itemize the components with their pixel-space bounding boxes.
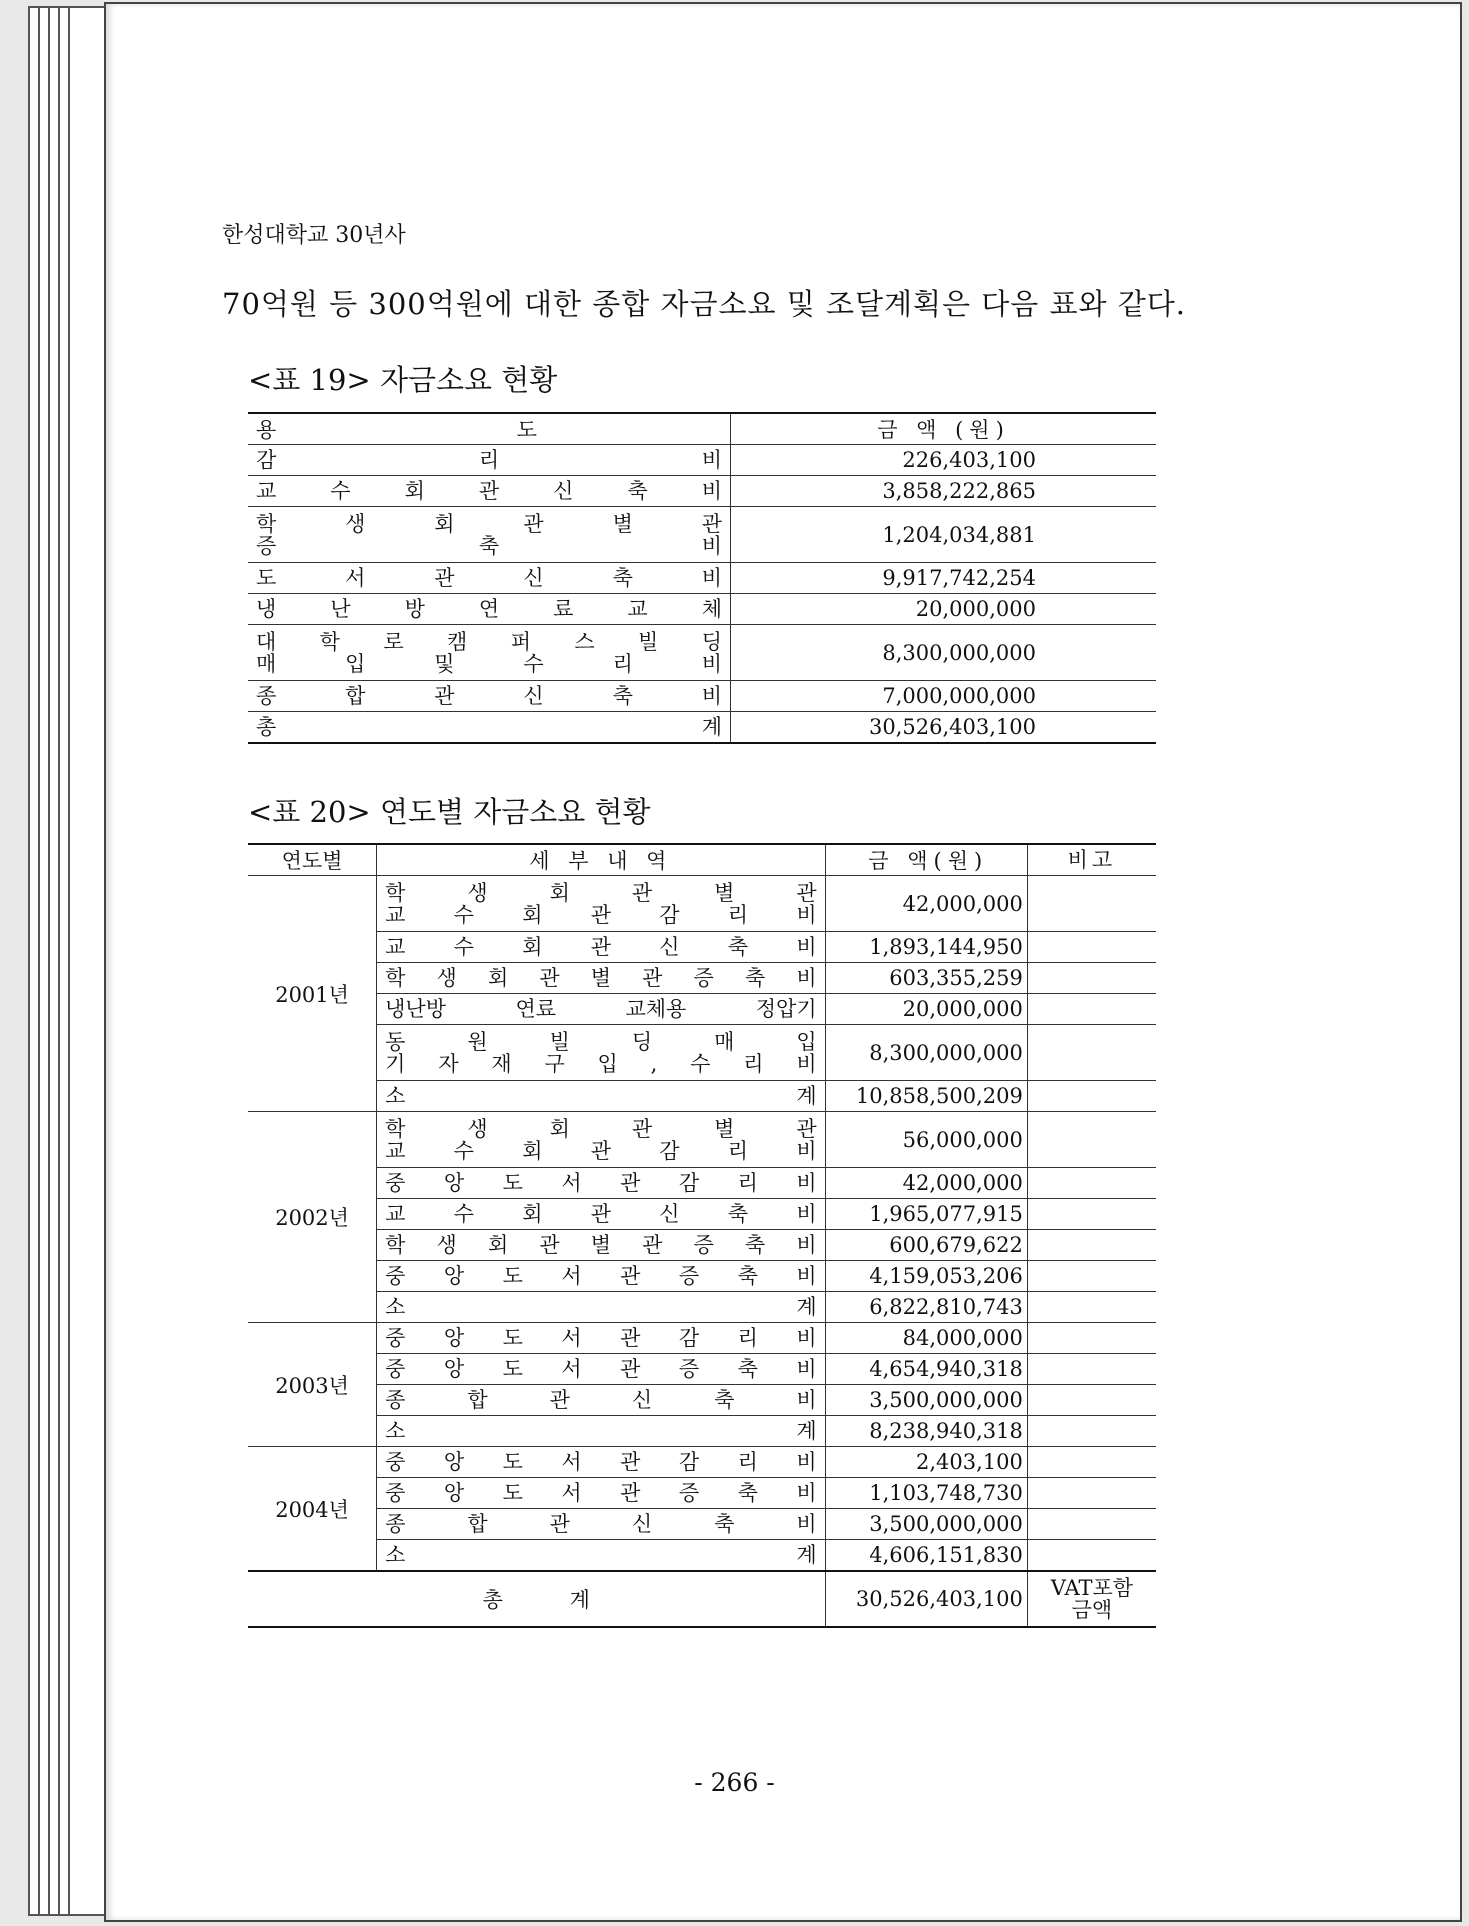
note-cell [1027, 1081, 1156, 1112]
item-cell [377, 1540, 825, 1572]
note-cell [1027, 1292, 1156, 1323]
item-cell [377, 1025, 825, 1081]
amount-cell: 226,403,100 [731, 445, 1157, 476]
item-cell [377, 1112, 825, 1168]
total-amount: 30,526,403,100 [825, 1571, 1027, 1627]
cell-text-line: 매 입 및 수 리 비 [256, 651, 722, 676]
amount-cell: 6,822,810,743 [825, 1292, 1027, 1323]
use-cell [248, 445, 731, 476]
amount-cell: 8,300,000,000 [825, 1025, 1027, 1081]
col-use-header: 용 도 [248, 413, 731, 445]
amount-cell: 603,355,259 [825, 963, 1027, 994]
cell-text-line: 증 축 비 [256, 533, 722, 558]
note-cell [1027, 1261, 1156, 1292]
item-cell [377, 1230, 825, 1261]
table-row [248, 1230, 1156, 1261]
note-cell [1027, 1112, 1156, 1168]
cell-text-line: 중 앙 도 서 관 감 리 비 [385, 1326, 817, 1350]
item-cell [377, 1509, 825, 1540]
table-row [248, 594, 1156, 625]
year-cell: 2003년 [248, 1323, 377, 1447]
note-cell [1027, 1540, 1156, 1572]
note-cell [1027, 1385, 1156, 1416]
amount-cell: 1,893,144,950 [825, 932, 1027, 963]
cell-text-line: 종 합 관 신 축 비 [385, 1512, 817, 1536]
note-cell [1027, 994, 1156, 1025]
year-cell: 2004년 [248, 1447, 377, 1572]
use-cell [248, 625, 731, 681]
note-cell [1027, 1199, 1156, 1230]
cell-text-line: 학 생 회 관 별 관 [256, 511, 722, 536]
cell-text-line: 중 앙 도 서 관 감 리 비 [385, 1171, 817, 1195]
table-row [248, 563, 1156, 594]
cell-text-line: 교 수 회 관 감 리 비 [385, 902, 817, 927]
note-cell [1027, 1447, 1156, 1478]
cell-text-line: 동 원 빌 딩 매 입 [385, 1029, 817, 1054]
table-row [248, 1354, 1156, 1385]
note-line: VAT포함 [1050, 1576, 1134, 1600]
amount-cell: 1,103,748,730 [825, 1478, 1027, 1509]
amount-cell: 4,159,053,206 [825, 1261, 1027, 1292]
amount-cell: 7,000,000,000 [731, 681, 1157, 712]
cell-text-line: 중 앙 도 서 관 증 축 비 [385, 1264, 817, 1288]
cell-text-line: 소 계 [385, 1295, 817, 1319]
table-row [248, 963, 1156, 994]
cell-text-line: 종 합 관 신 축 비 [385, 1388, 817, 1412]
table-row [248, 1261, 1156, 1292]
item-cell [377, 1081, 825, 1112]
total-label: 총 계 [248, 1571, 825, 1627]
item-cell [377, 1323, 825, 1354]
year-cell: 2001년 [248, 876, 377, 1112]
amount-cell: 8,300,000,000 [731, 625, 1157, 681]
table-row [248, 625, 1156, 681]
table-row [248, 1509, 1156, 1540]
use-cell [248, 476, 731, 507]
amount-cell: 42,000,000 [825, 1168, 1027, 1199]
col-note-header: 비고 [1027, 844, 1156, 876]
intro-paragraph: 70억원 등 300억원에 대한 종합 자금소요 및 조달계획은 다음 표와 같다. [222, 287, 1187, 321]
amount-cell: 1,965,077,915 [825, 1199, 1027, 1230]
note-cell [1027, 1025, 1156, 1081]
item-cell [377, 1168, 825, 1199]
item-cell [377, 1292, 825, 1323]
total-note [1027, 1571, 1156, 1627]
amount-cell: 3,500,000,000 [825, 1385, 1027, 1416]
cell-text-line: 중 앙 도 서 관 증 축 비 [385, 1357, 817, 1381]
amount-cell: 84,000,000 [825, 1323, 1027, 1354]
cell-text-line: 교 수 회 관 신 축 비 [385, 935, 817, 959]
amount-cell: 9,917,742,254 [731, 563, 1157, 594]
item-cell [377, 1478, 825, 1509]
amount-cell: 4,654,940,318 [825, 1354, 1027, 1385]
table-row [248, 994, 1156, 1025]
total-row [248, 1571, 1156, 1627]
cell-text-line: 교 수 회 관 감 리 비 [385, 1138, 817, 1163]
table-row [248, 1292, 1156, 1323]
note-cell [1027, 1354, 1156, 1385]
cell-text-line: 소 계 [385, 1084, 817, 1108]
cell-text-line: 학 생 회 관 별 관 [385, 1116, 817, 1141]
note-cell [1027, 1168, 1156, 1199]
table-row [248, 1081, 1156, 1112]
table-20-caption: <표 20> 연도별 자금소요 현황 [248, 795, 651, 829]
cell-text-line: 중 앙 도 서 관 증 축 비 [385, 1481, 817, 1505]
cell-text-line: 학 생 회 관 별 관 증 축 비 [385, 966, 817, 990]
table-20 [248, 843, 1156, 1628]
item-cell [377, 1261, 825, 1292]
cell-text-line: 기 자 재 구 입 , 수 리 비 [385, 1051, 817, 1076]
use-cell [248, 507, 731, 563]
table-row [248, 1199, 1156, 1230]
note-cell [1027, 1323, 1156, 1354]
table-row [248, 1385, 1156, 1416]
item-cell [377, 932, 825, 963]
table-row [248, 712, 1156, 744]
running-header: 한성대학교 30년사 [222, 223, 406, 248]
page-number: - 266 - [694, 1768, 775, 1797]
amount-cell: 42,000,000 [825, 876, 1027, 932]
use-cell [248, 712, 731, 744]
table-row [248, 476, 1156, 507]
item-cell [377, 1447, 825, 1478]
use-cell [248, 681, 731, 712]
cell-text-line: 중 앙 도 서 관 감 리 비 [385, 1450, 817, 1474]
table-row [248, 681, 1156, 712]
cell-text-line: 교 수 회 관 신 축 비 [385, 1202, 817, 1226]
cell-text-line: 감 리 비 [256, 448, 722, 472]
amount-cell: 1,204,034,881 [731, 507, 1157, 563]
cell-text-line: 소 계 [385, 1543, 817, 1567]
item-cell [377, 963, 825, 994]
amount-cell: 20,000,000 [825, 994, 1027, 1025]
amount-cell: 2,403,100 [825, 1447, 1027, 1478]
amount-cell: 10,858,500,209 [825, 1081, 1027, 1112]
table-row [248, 445, 1156, 476]
cell-text-line: 학 생 회 관 별 관 증 축 비 [385, 1233, 817, 1257]
table-row [248, 876, 1156, 932]
cell-text-line: 소 계 [385, 1419, 817, 1443]
cell-text-line: 종 합 관 신 축 비 [256, 684, 722, 708]
table-row [248, 1540, 1156, 1572]
table-row [248, 932, 1156, 963]
note-cell [1027, 932, 1156, 963]
col-amount-header: 금 액(원) [825, 844, 1027, 876]
book-page-edges [28, 6, 108, 1916]
col-item-header: 세 부 내 역 [377, 844, 825, 876]
table-row [248, 1112, 1156, 1168]
col-amount-header: 금 액 (원) [731, 413, 1157, 445]
note-cell [1027, 1230, 1156, 1261]
note-line: 금액 [1071, 1598, 1113, 1622]
col-year-header: 연도별 [248, 844, 377, 876]
amount-cell: 56,000,000 [825, 1112, 1027, 1168]
item-cell [377, 1199, 825, 1230]
note-cell [1027, 1416, 1156, 1447]
cell-text-line: 총 계 [256, 715, 722, 739]
table-row [248, 507, 1156, 563]
table-row [248, 1168, 1156, 1199]
note-cell [1027, 1478, 1156, 1509]
cell-text-line: 냉난방 연료 교체용 정압기 [385, 997, 817, 1021]
note-cell [1027, 876, 1156, 932]
note-cell [1027, 1509, 1156, 1540]
year-cell: 2002년 [248, 1112, 377, 1323]
item-cell [377, 1416, 825, 1447]
item-cell [377, 1354, 825, 1385]
use-cell [248, 594, 731, 625]
amount-cell: 3,500,000,000 [825, 1509, 1027, 1540]
amount-cell: 20,000,000 [731, 594, 1157, 625]
note-cell [1027, 963, 1156, 994]
amount-cell: 30,526,403,100 [731, 712, 1157, 744]
table-row [248, 1478, 1156, 1509]
item-cell [377, 994, 825, 1025]
item-cell [377, 876, 825, 932]
use-cell [248, 563, 731, 594]
cell-text-line: 교 수 회 관 신 축 비 [256, 479, 722, 503]
table-19 [248, 412, 1156, 744]
table-row [248, 1323, 1156, 1354]
cell-text-line: 대 학 로 캠 퍼 스 빌 딩 [256, 629, 722, 654]
amount-cell: 3,858,222,865 [731, 476, 1157, 507]
cell-text-line: 학 생 회 관 별 관 [385, 880, 817, 905]
table-row [248, 1447, 1156, 1478]
amount-cell: 600,679,622 [825, 1230, 1027, 1261]
item-cell [377, 1385, 825, 1416]
amount-cell: 4,606,151,830 [825, 1540, 1027, 1572]
cell-text-line: 도 서 관 신 축 비 [256, 566, 722, 590]
table-19-caption: <표 19> 자금소요 현황 [248, 363, 558, 397]
table-row [248, 1025, 1156, 1081]
amount-cell: 8,238,940,318 [825, 1416, 1027, 1447]
cell-text-line: 냉 난 방 연 료 교 체 [256, 597, 722, 621]
table-row [248, 1416, 1156, 1447]
